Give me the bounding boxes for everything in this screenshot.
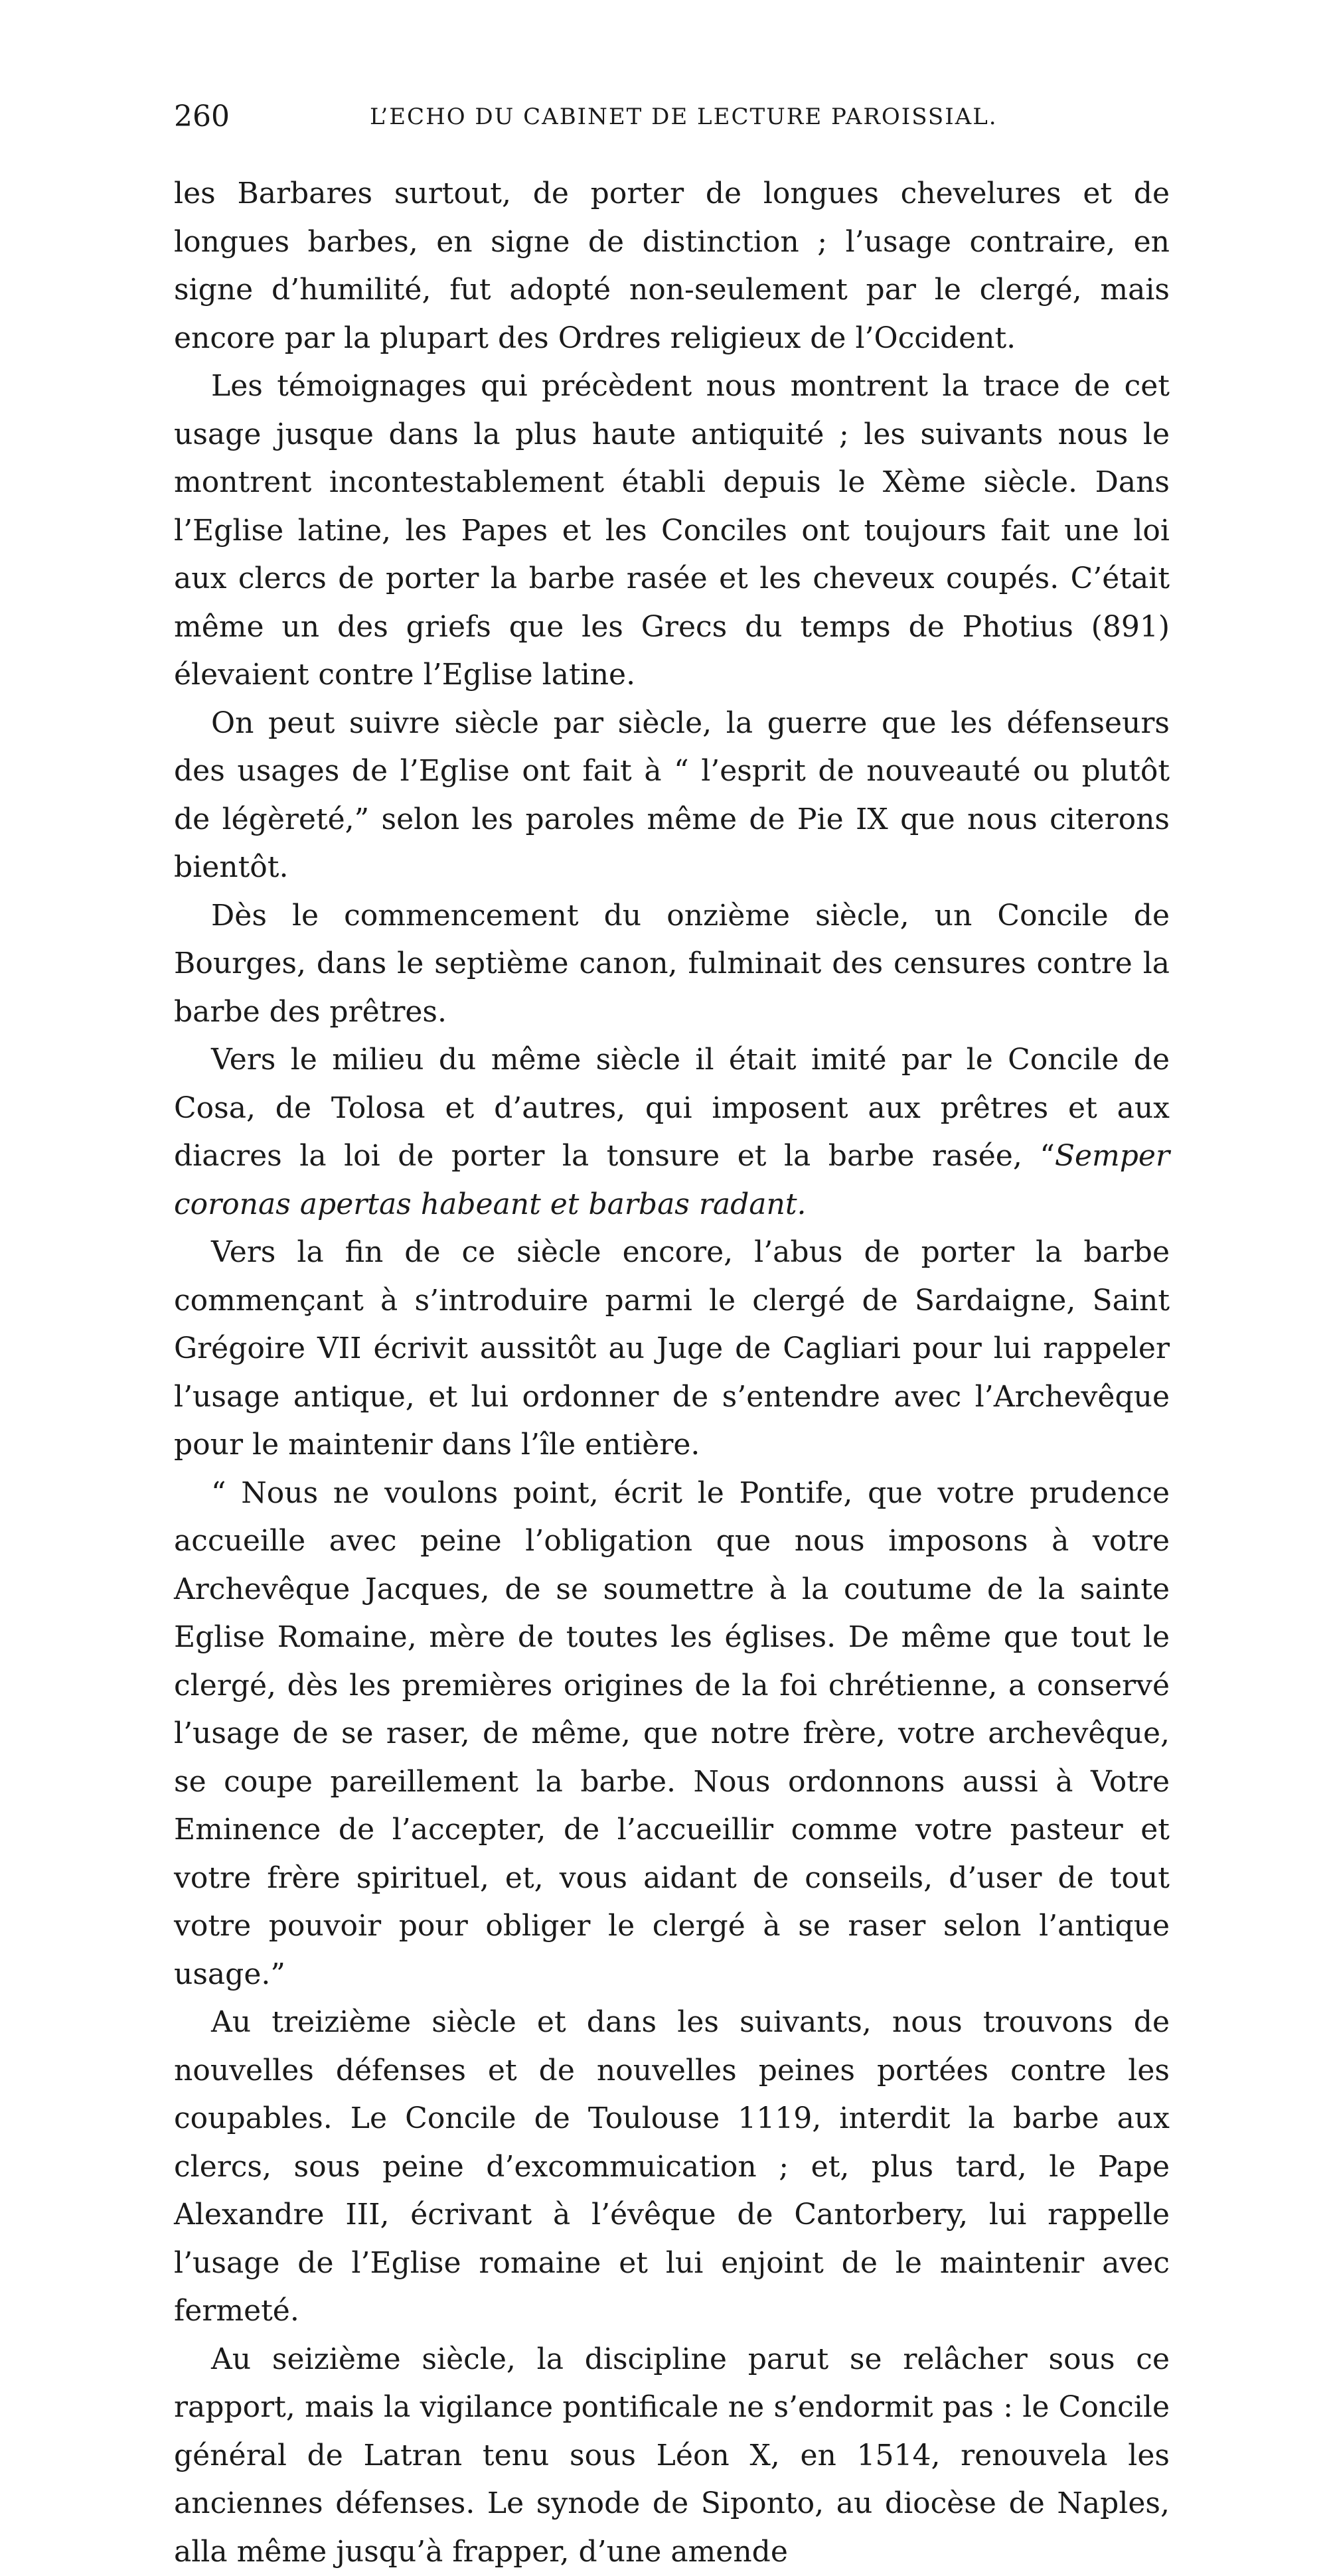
paragraph-7-quote: “ Nous ne voulons point, écrit le Pontife, que votre prudence accueille avec peine l’obligation que nous imposons à votre Archevêque Jacques, de se soumettre à la coutume de la sainte Eglise Romaine, mère de toutes les églises. De même que tout le clergé, dès les premières origines de la foi chrétienne, a conservé l’usage de se raser, de même, que notre frère, votre archevêque, se coupe pareillement la barbe. Nous ordonnons aussi à Votre Eminence de l’accepter, de l’accueillir comme votre pasteur et votre frère spirituel, et, vous aidant de conseils, d’user de tout votre pouvoir pour obliger le clergé à se raser selon l’antique usage.” bbox=[174, 1470, 1170, 1999]
paragraph-9: Au seizième siècle, la discipline parut se relâcher sous ce rapport, mais la vigilance pontificale ne s’endormit pas : le Concile général de Latran tenu sous Léon X, en 1514, renouvela les anciennes défenses. Le synode de Siponto, au diocèse de Naples, alla même jusqu’à frapper, d’une amende bbox=[174, 2336, 1170, 2576]
latin-quote: Semper coronas apertas habeant et barbas radant. bbox=[174, 1139, 1170, 1221]
paragraph-3: On peut suivre siècle par siècle, la guerre que les défenseurs des usages de l’Eglise ont fait à “ l’esprit de nouveauté ou plutôt de légèreté,” selon les paroles même de Pie IX que nous citerons bientôt. bbox=[174, 700, 1170, 892]
paragraph-8: Au treizième siècle et dans les suivants, nous trouvons de nouvelles défenses et de nouvelles peines portées contre les coupables. Le Concile de Toulouse 1119, interdit la barbe aux clercs, sous peine d’excommuication ; et, plus tard, le Pape Alexandre III, écrivant à l’évêque de Cantorbery, lui rappelle l’usage de l’Eglise romaine et lui enjoint de le maintenir avec fermeté. bbox=[174, 1999, 1170, 2336]
paragraph-5 bbox=[174, 1036, 1170, 1229]
paragraph-4: Dès le commencement du onzième siècle, un Concile de Bourges, dans le septième canon, fulminait des censures contre la barbe des prêtres. bbox=[174, 892, 1170, 1037]
document-page bbox=[174, 100, 1170, 2576]
paragraph-6: Vers la fin de ce siècle encore, l’abus de porter la barbe commençant à s’introduire parmi le clergé de Sardaigne, Saint Grégoire VII écrivit aussitôt au Juge de Cagliari pour lui rappeler l’usage antique, et lui ordonner de s’entendre avec l’Archevêque pour le maintenir dans l’île entière. bbox=[174, 1229, 1170, 1470]
body-text bbox=[174, 170, 1170, 2576]
running-header bbox=[174, 100, 1170, 146]
running-title: L’ECHO DU CABINET DE LECTURE PAROISSIAL. bbox=[370, 104, 998, 130]
paragraph-5-text: Vers le milieu du même siècle il était imité par le Concile de Cosa, de Tolosa et d’autres, qui imposent aux prêtres et aux diacres la loi de porter la tonsure et la barbe rasée, “ bbox=[174, 1043, 1170, 1173]
paragraph-1: les Barbares surtout, de porter de longues chevelures et de longues barbes, en signe de distinction ; l’usage contraire, en signe d’humilité, fut adopté non-seulement par le clergé, mais encore par la plupart des Ordres religieux de l’Occident. bbox=[174, 170, 1170, 362]
page-number: 260 bbox=[174, 100, 230, 133]
paragraph-2: Les témoignages qui précèdent nous montrent la trace de cet usage jusque dans la plus haute antiquité ; les suivants nous le montrent incontestablement établi depuis le Xème siècle. Dans l’Eglise latine, les Papes et les Conciles ont toujours fait une loi aux clercs de porter la barbe rasée et les cheveux coupés. C’était même un des griefs que les Grecs du temps de Photius (891) élevaient contre l’Eglise latine. bbox=[174, 362, 1170, 700]
